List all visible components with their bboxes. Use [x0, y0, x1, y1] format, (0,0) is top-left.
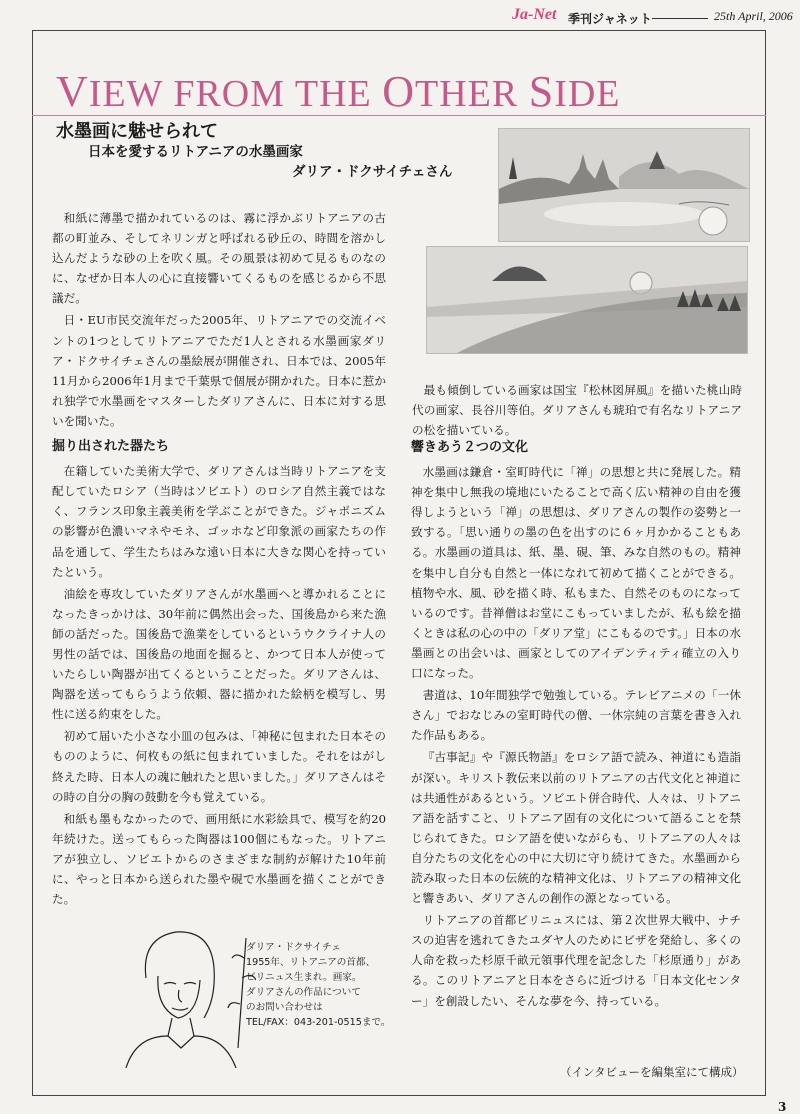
banner-rule — [32, 115, 766, 116]
header-rule — [652, 18, 708, 19]
body-paragraph: 書道は、10年間独学で勉強している。テレビアニメの「一休さん」でおなじみの室町時代の僧、一休宗純の言葉を書き入れた作品もある。 — [411, 688, 741, 743]
ja-net-logo: Ja-Net — [512, 6, 557, 23]
publication-name: 季刊ジャネット — [568, 12, 652, 26]
section-heading: 掘り出された器たち — [52, 439, 170, 455]
body-paragraph: 油絵を専攻していたダリアさんが水墨画へと導かれることになったきっかけは、30年前に偶然出会った、国後島から来た漁師の話だった。国後島で漁業をしているというウクライナ人の男性の話では、国後島の地面を掘ると、かつて日本人が使っていたらしい陶器が出てくるということだった。ダリアさんは、陶器を送ってもらうよう依頼、器に描かれた絵柄を模写し、男性に送る約束をした。 — [52, 586, 386, 722]
body-paragraph: リトアニアの首都ビリニュスには、第２次世界大戦中、ナチスの迫害を逃れてきたユダヤ人のためにビザを発給し、多くの人命を救った杉原千畝元領事代理を記念した「杉原通り」がある。このリトアニアと日本をさらに近づける「日本文化センター」を創設したい、そんな夢を今、持っている。 — [411, 913, 741, 1008]
image-caption: 最も傾倒している画家は国宝『松林図屏風』を描いた桃山時代の画家、長谷川等伯。ダリアさんも琥珀で有名なリトアニアの松を描いている。 — [412, 383, 742, 437]
body-paragraph: 『古事記』や『源氏物語』をロシア語で読み、神道にも造詣が深い。キリスト教伝来以前のリトアニアの古代文化と神道には共通性があるという。ソビエト併合時代、人々は、リトアニア語を話すこと、リトアニア固有の文化について語ることを禁じられてきた。ロシア語を使いながらも、リトアニアの人々は自分たちの文化を心の中に大切に守り続けてきた。水墨画から読み取った日本の伝統的な精神文化は、リトアニアの精神文化と響きあい、ダリアさんの創作の源となっている。 — [411, 750, 741, 906]
issue-date: 25th April, 2006 — [714, 9, 793, 23]
article-title: 水墨画に魅せられて — [56, 121, 218, 142]
section-heading: 響きあう２つの文化 — [411, 440, 529, 455]
running-header — [470, 6, 793, 28]
right-column — [411, 432, 741, 1013]
artist-name: ダリア・ドクサイチェさん — [292, 164, 453, 180]
body-paragraph: 在籍していた美術大学で、ダリアさんは当時リトアニアを支配していたロシア（当時はソビエト）のロシア自然主義ではなく、フランス印象主義美術を学ぶことができた。ジャポニズムの影響が色濃いマネやモネ、ゴッホなど印象派の画家たちの作品を通して、学生たちはみな遠い日本に大きな関心を持っていたという。 — [52, 464, 386, 579]
body-paragraph: 和紙も墨もなかったので、画用紙に水彩絵具で、模写を約20年続けた。送ってもらった陶器は100個にもなった。リトアニアが独立し、ソビエトからのさまざまな制約が解けた10年前に、やっと日本から送られた墨や硯で水墨画を描くことができた。 — [52, 811, 386, 907]
left-column — [52, 208, 386, 911]
page-number: 3 — [778, 1100, 787, 1114]
intro-paragraph: 日・EU市民交流年だった2005年、リトアニアでの交流イベントの1つとしてリトアニアでただ1人とされる水墨画家ダリア・ドクサイチェさんの墨絵展が開催され、日本では、2005年11月から2006年1月まで千葉県で個展が開かれた。日本に惹かれ独学で水墨画をマスターしたダリアさんに、日本に対する思いを聞いた。 — [52, 313, 386, 428]
artist-profile: ダリア・ドクサイチェ 1955年、リトアニアの首都、 ビリニュス生まれ。画家。 ダリアさんの作品について のお問い合わせは TEL/FAX：043-201-0515まで。 — [246, 942, 391, 1028]
banner-title: VIEW FROM THE OTHER SIDE — [56, 67, 621, 116]
body-paragraph: 初めて届いた小さな小皿の包みは、「神秘に包まれた日本そのもののように、何枚もの紙に包まれていました。それをはがし終えた時、日本人の魂に触れたと思いました。」ダリアさんはその時の自分の胸の鼓動を今も覚えている。 — [52, 729, 386, 804]
artist-portrait-illustration — [106, 918, 256, 1068]
ink-painting-dunes — [426, 246, 748, 354]
interview-credit: （インタビューを編集室にて構成） — [560, 1065, 744, 1079]
intro-paragraph: 和紙に薄墨で描かれているのは、霧に浮かぶリトアニアの古都の町並み、そしてネリンガと呼ばれる砂丘の、時間を溶かし込んだような砂の上を吹く風。その風景は初めて見るものなのに、なぜか日本人の心に直接響いてくるものを感じるから不思議だ。 — [52, 211, 386, 306]
body-paragraph: 水墨画は鎌倉・室町時代に「禅」の思想と共に発展した。精神を集中し無我の境地にいたることで高く広い精神の自由を獲得しようという「禅」の思想は、ダリアさんの製作の姿勢と一致する。「思い通りの墨の色を出すのに６ヶ月かかることもある。水墨画の道具は、紙、墨、硯、筆、みな自然のもの。精神を集中し自分も自然と一体になれて初めて描くことができる。植物や水、風、砂を描く時、私もまた、自然そのものになっているのです。昔禅僧はお堂にこもっていましたが、私も絵を描くときは私の心の中の「ダリア堂」にこもるのです。」日本の水墨画との出会いは、画家としてのアイデンティティ確立の入り口になった。 — [411, 465, 741, 681]
article-subtitle: 日本を愛するリトアニアの水墨画家 — [88, 144, 303, 160]
ink-painting-castle — [498, 128, 750, 242]
